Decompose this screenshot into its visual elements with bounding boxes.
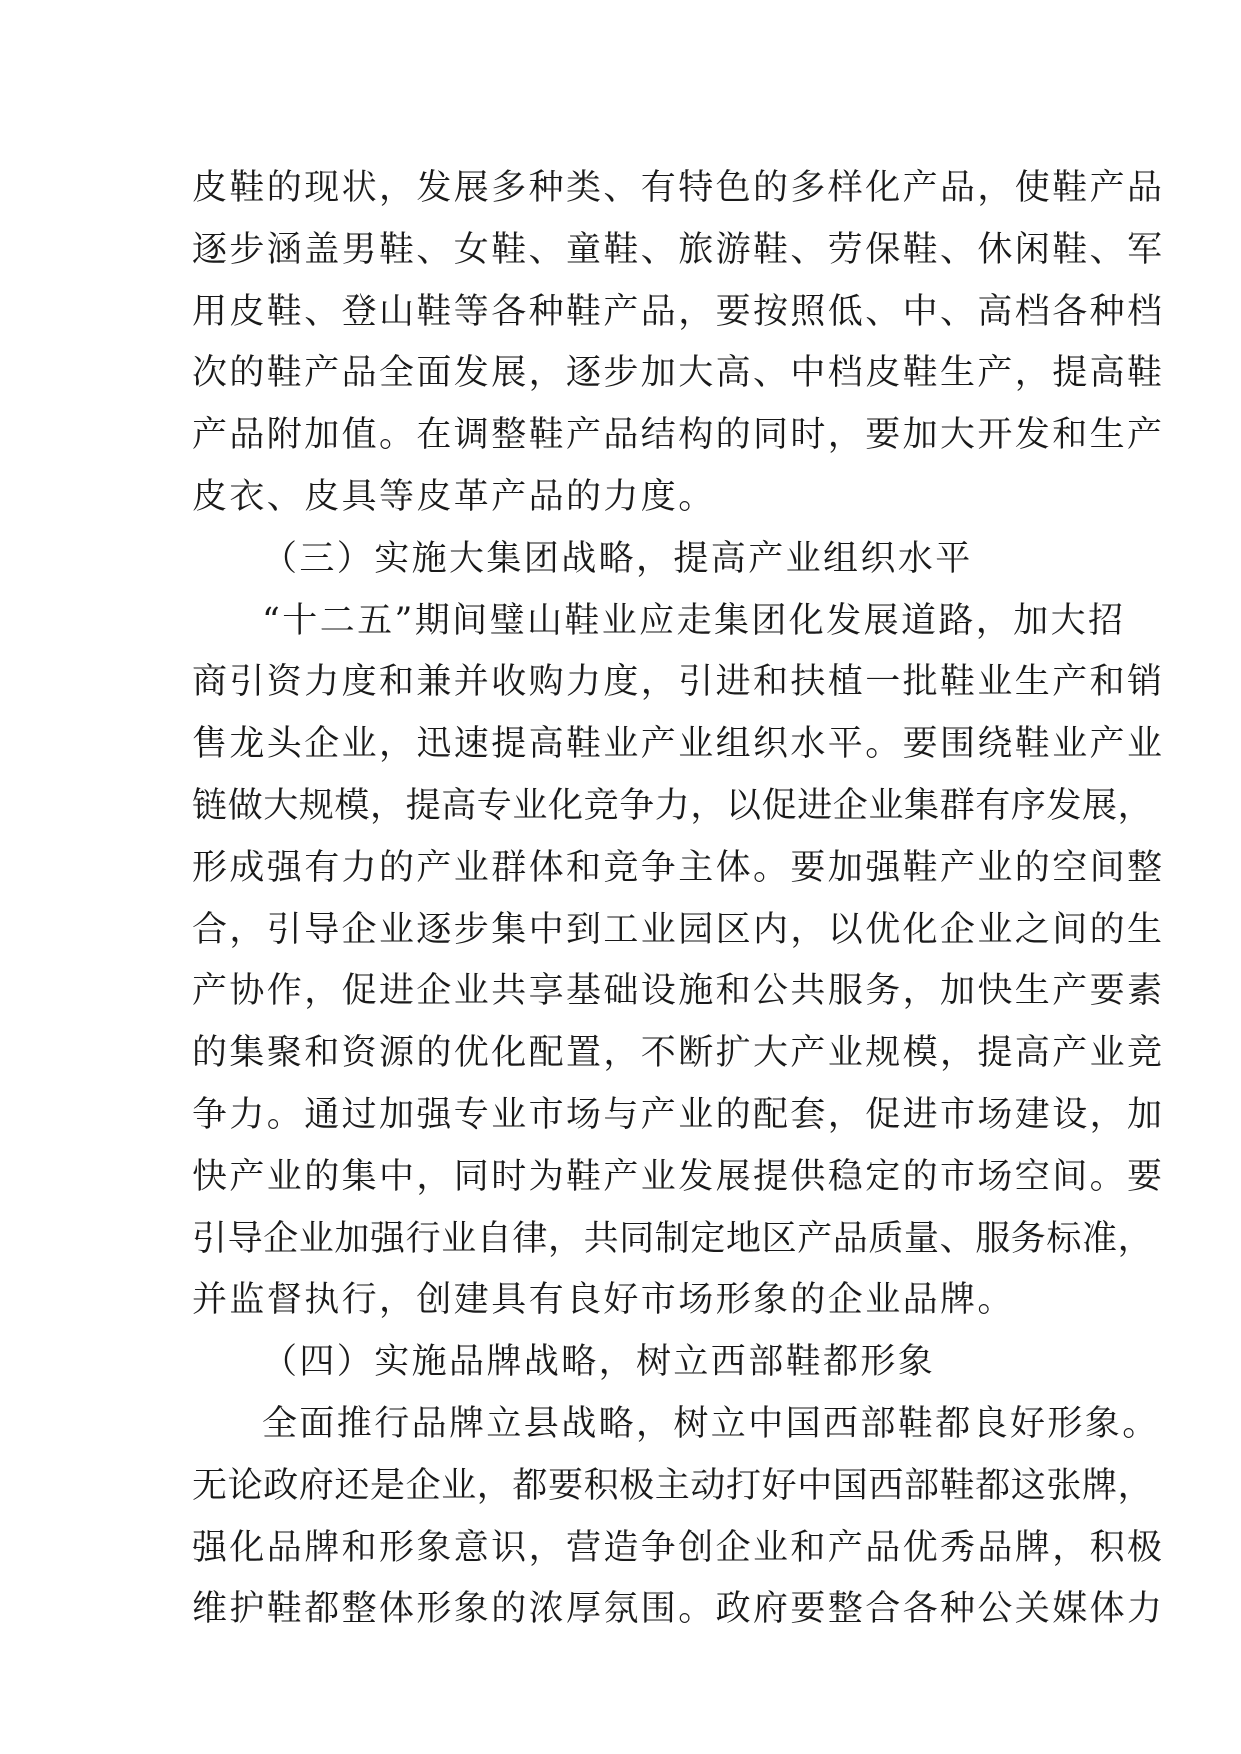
heading-line: （四）实施品牌战略，树立西部鞋都形象 <box>262 1342 936 1383</box>
text-line: 产品附加值。在调整鞋产品结构的同时，要加大开发和生产 <box>192 415 1165 456</box>
section-heading-3 <box>192 529 1072 591</box>
text-line: 维护鞋都整体形象的浓厚氛围。政府要整合各种公关媒体力 <box>192 1589 1165 1630</box>
text-line: 商引资力度和兼并收购力度，引进和扶植一批鞋业生产和销 <box>192 662 1165 703</box>
text-line: 产协作，促进企业共享基础设施和公共服务，加快生产要素 <box>192 971 1165 1012</box>
text-line: 次的鞋产品全面发展，逐步加大高、中档皮鞋生产，提高鞋 <box>192 353 1165 394</box>
paragraph-group-strategy <box>192 591 1165 1333</box>
text-line: 快产业的集中，同时为鞋产业发展提供稳定的市场空间。要 <box>192 1156 1165 1197</box>
text-line: “十二五”期间璧山鞋业应走集团化发展道路，加大招 <box>262 600 1126 641</box>
text-line: 链做大规模，提高专业化竞争力，以促进企业集群有序发展， <box>192 785 1154 826</box>
text-line: 并监督执行，创建具有良好市场形象的企业品牌。 <box>192 1280 1015 1321</box>
text-line: 皮鞋的现状，发展多种类、有特色的多样化产品，使鞋产品 <box>192 168 1165 208</box>
text-line: 合，引导企业逐步集中到工业园区内，以优化企业之间的生 <box>192 909 1165 950</box>
section-heading-4 <box>192 1332 1072 1394</box>
heading-line: （三）实施大集团战略，提高产业组织水平 <box>262 538 973 579</box>
text-line: 全面推行品牌立县战略，树立中国西部鞋都良好形象。 <box>262 1403 1160 1444</box>
text-line: 的集聚和资源的优化配置，不断扩大产业规模，提高产业竞 <box>192 1033 1165 1074</box>
text-line: 用皮鞋、登山鞋等各种鞋产品，要按照低、中、高档各种档 <box>192 291 1165 332</box>
text-line: 引导企业加强行业自律，共同制定地区产品质量、服务标准， <box>192 1218 1154 1259</box>
text-line: 争力。通过加强专业市场与产业的配套，促进市场建设，加 <box>192 1094 1165 1135</box>
body-text <box>192 158 1165 1641</box>
text-line: 逐步涵盖男鞋、女鞋、童鞋、旅游鞋、劳保鞋、休闲鞋、军 <box>192 229 1165 270</box>
paragraph-product-diversification <box>192 158 1165 529</box>
text-line: 无论政府还是企业，都要积极主动打好中国西部鞋都这张牌， <box>192 1465 1154 1506</box>
text-line: 皮衣、皮具等皮革产品的力度。 <box>192 476 716 517</box>
text-line: 形成强有力的产业群体和竞争主体。要加强鞋产业的空间整 <box>192 847 1165 888</box>
text-line: 强化品牌和形象意识，营造争创企业和产品优秀品牌，积极 <box>192 1527 1165 1568</box>
text-line: 售龙头企业，迅速提高鞋业产业组织水平。要围绕鞋业产业 <box>192 724 1165 765</box>
paragraph-brand-strategy <box>192 1394 1165 1641</box>
